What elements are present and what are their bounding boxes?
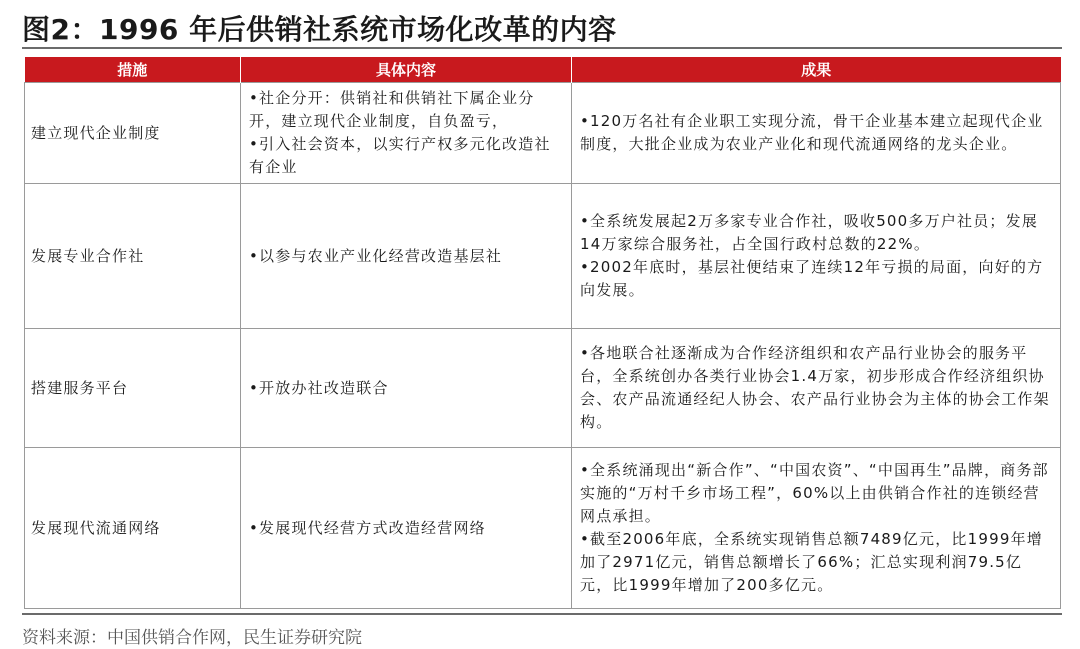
table-row: [25, 83, 1061, 184]
measure-cell: 搭建服务平台: [25, 329, 241, 448]
measure-cell: 发展专业合作社: [25, 184, 241, 329]
table-row: [25, 329, 1061, 448]
figure-title: 图2：1996 年后供销社系统市场化改革的内容: [22, 13, 617, 46]
result-bullet: •截至2006年底，全系统实现销售总额7489亿元，比1999年增加了2971亿元，销售总额增长了66%；汇总实现利润79.5亿元，比1999年增加了200多亿元。: [580, 530, 1043, 594]
measure-cell: 建立现代企业制度: [25, 83, 241, 184]
source-note: 资料来源：中国供销合作网，民生证券研究院: [22, 628, 362, 648]
table-row: [25, 448, 1061, 609]
content-bullet: •发展现代经营方式改造经营网络: [249, 518, 486, 537]
results-cell: [572, 83, 1061, 184]
measure-cell: 发展现代流通网络: [25, 448, 241, 609]
content-cell: [241, 329, 572, 448]
table-row: [25, 184, 1061, 329]
result-bullet: •全系统涌现出“新合作”、“中国农资”、“中国再生”品牌，商务部实施的“万村千乡市场工程”，60%以上由供销合作社的连锁经营网点承担。: [580, 461, 1049, 525]
content-bullet: •引入社会资本，以实行产权多元化改造社有企业: [249, 135, 551, 176]
result-bullet: •全系统发展起2万多家专业合作社，吸收500多万户社员；发展14万家综合服务社，占全国行政村总数的22%。: [580, 212, 1039, 253]
results-cell: [572, 448, 1061, 609]
content-cell: [241, 83, 572, 184]
header-content: 具体内容: [241, 57, 572, 83]
reform-table: [24, 57, 1061, 609]
result-bullet: •120万名社有企业职工实现分流，骨干企业基本建立起现代企业制度，大批企业成为农业产业化和现代流通网络的龙头企业。: [580, 112, 1044, 153]
content-bullet: •社企分开：供销社和供销社下属企业分开，建立现代企业制度，自负盈亏，: [249, 89, 535, 130]
results-cell: [572, 184, 1061, 329]
result-bullet: •2002年底时，基层社便结束了连续12年亏损的局面，向好的方向发展。: [580, 258, 1044, 299]
content-cell: [241, 448, 572, 609]
top-rule: [22, 47, 1062, 49]
header-measure: 措施: [25, 57, 241, 83]
content-bullet: •以参与农业产业化经营改造基层社: [249, 246, 503, 265]
bottom-rule: [22, 613, 1062, 615]
content-cell: [241, 184, 572, 329]
results-cell: [572, 329, 1061, 448]
result-bullet: •各地联合社逐渐成为合作经济组织和农产品行业协会的服务平台，全系统创办各类行业协会1.4万家，初步形成合作经济组织协会、农产品流通经纪人协会、农产品行业协会为主体的协会工作架构。: [580, 344, 1050, 431]
content-bullet: •开放办社改造联合: [249, 378, 389, 397]
table-header-row: [25, 57, 1061, 83]
header-results: 成果: [572, 57, 1061, 83]
